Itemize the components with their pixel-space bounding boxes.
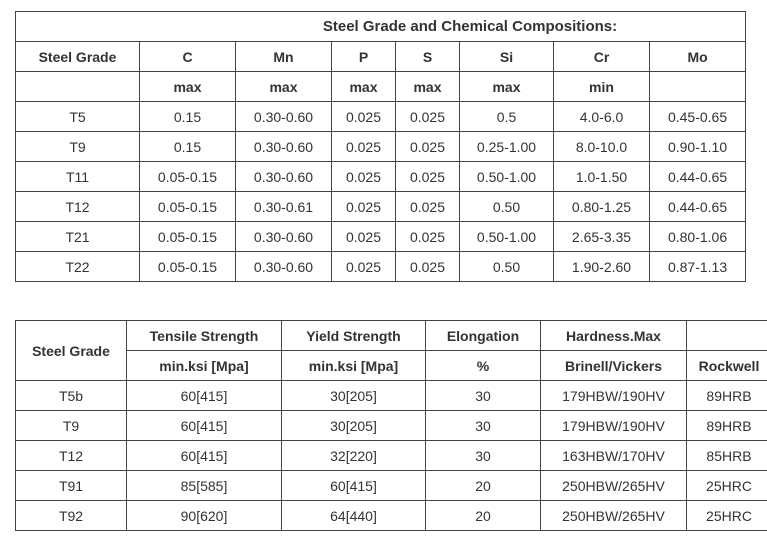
grade-cell: T9 [16, 132, 140, 162]
value-cell: 0.025 [332, 102, 396, 132]
value-cell: 0.30-0.60 [236, 162, 332, 192]
element-header: Si [460, 42, 554, 72]
brinell-cell: 250HBW/265HV [541, 471, 687, 501]
grade-cell: T11 [16, 162, 140, 192]
tensile-cell: 60[415] [127, 441, 282, 471]
value-cell: 0.87-1.13 [650, 252, 746, 282]
value-cell: 4.0-6.0 [554, 102, 650, 132]
value-cell: 1.90-2.60 [554, 252, 650, 282]
limit-label: max [332, 72, 396, 102]
rockwell-cell: 85HRB [687, 441, 767, 471]
value-cell: 0.025 [332, 252, 396, 282]
tensile-header: Tensile Strength [127, 321, 282, 351]
table-row [16, 162, 746, 192]
element-header: P [332, 42, 396, 72]
grade-header: Steel Grade [16, 42, 140, 72]
table-row [16, 222, 746, 252]
table-row [16, 102, 746, 132]
table-row [16, 501, 767, 531]
caption-row [16, 12, 746, 42]
yield-cell: 30[205] [282, 381, 426, 411]
value-cell: 0.025 [396, 132, 460, 162]
grade-cell: T92 [16, 501, 127, 531]
grade-cell: T12 [16, 192, 140, 222]
value-cell: 0.025 [332, 192, 396, 222]
table-row [16, 471, 767, 501]
value-cell: 0.90-1.10 [650, 132, 746, 162]
mech-header-row [16, 321, 767, 351]
value-cell: 0.30-0.60 [236, 102, 332, 132]
elongation-cell: 20 [426, 471, 541, 501]
chemical-composition-table [15, 11, 746, 282]
rockwell-unit: Rockwell [687, 351, 767, 381]
value-cell: 0.025 [332, 132, 396, 162]
limit-label [650, 72, 746, 102]
value-cell: 0.44-0.65 [650, 162, 746, 192]
tensile-cell: 85[585] [127, 471, 282, 501]
value-cell: 0.50-1.00 [460, 162, 554, 192]
tensile-unit: min.ksi [Mpa] [127, 351, 282, 381]
grade-cell: T21 [16, 222, 140, 252]
brinell-cell: 179HBW/190HV [541, 381, 687, 411]
value-cell: 0.025 [396, 222, 460, 252]
yield-header: Yield Strength [282, 321, 426, 351]
value-cell: 0.30-0.60 [236, 222, 332, 252]
value-cell: 0.05-0.15 [140, 252, 236, 282]
table-row [16, 411, 767, 441]
yield-cell: 60[415] [282, 471, 426, 501]
value-cell: 1.0-1.50 [554, 162, 650, 192]
yield-cell: 32[220] [282, 441, 426, 471]
element-header: Mn [236, 42, 332, 72]
value-cell: 0.80-1.06 [650, 222, 746, 252]
value-cell: 0.025 [396, 102, 460, 132]
mech-unit-row [16, 351, 767, 381]
limit-label: max [460, 72, 554, 102]
grade-cell: T5b [16, 381, 127, 411]
value-cell: 0.50-1.00 [460, 222, 554, 252]
grade-cell: T12 [16, 441, 127, 471]
brinell-cell: 250HBW/265HV [541, 501, 687, 531]
value-cell: 0.30-0.61 [236, 192, 332, 222]
value-cell: 0.025 [396, 252, 460, 282]
mechanical-properties-table [15, 320, 767, 531]
tensile-cell: 60[415] [127, 411, 282, 441]
value-cell: 8.0-10.0 [554, 132, 650, 162]
rockwell-cell: 25HRC [687, 501, 767, 531]
limit-label: max [396, 72, 460, 102]
limit-label: max [140, 72, 236, 102]
value-cell: 0.25-1.00 [460, 132, 554, 162]
value-cell: 0.15 [140, 102, 236, 132]
elongation-cell: 30 [426, 381, 541, 411]
mechanical-rows [16, 381, 767, 531]
value-cell: 0.025 [396, 162, 460, 192]
empty-cell [687, 321, 767, 351]
elongation-cell: 20 [426, 501, 541, 531]
elongation-cell: 30 [426, 411, 541, 441]
value-cell: 0.80-1.25 [554, 192, 650, 222]
element-header: Mo [650, 42, 746, 72]
brinell-cell: 163HBW/170HV [541, 441, 687, 471]
rockwell-cell: 25HRC [687, 471, 767, 501]
value-cell: 0.44-0.65 [650, 192, 746, 222]
grade-cell: T22 [16, 252, 140, 282]
tensile-cell: 90[620] [127, 501, 282, 531]
value-cell: 0.50 [460, 252, 554, 282]
value-cell: 0.025 [332, 162, 396, 192]
composition-rows [16, 102, 746, 282]
grade-cell: T9 [16, 411, 127, 441]
tensile-cell: 60[415] [127, 381, 282, 411]
yield-unit: min.ksi [Mpa] [282, 351, 426, 381]
limit-label: min [554, 72, 650, 102]
value-cell: 0.50 [460, 192, 554, 222]
limit-row [16, 72, 746, 102]
element-header: C [140, 42, 236, 72]
value-cell: 0.30-0.60 [236, 252, 332, 282]
value-cell: 0.05-0.15 [140, 222, 236, 252]
value-cell: 0.30-0.60 [236, 132, 332, 162]
element-header: S [396, 42, 460, 72]
grade-header: Steel Grade [16, 321, 127, 381]
value-cell: 0.15 [140, 132, 236, 162]
rockwell-cell: 89HRB [687, 411, 767, 441]
elongation-unit: % [426, 351, 541, 381]
value-cell: 0.45-0.65 [650, 102, 746, 132]
value-cell: 0.05-0.15 [140, 162, 236, 192]
element-header: Cr [554, 42, 650, 72]
elongation-header: Elongation [426, 321, 541, 351]
brinell-unit: Brinell/Vickers [541, 351, 687, 381]
element-header-row [16, 42, 746, 72]
table-row [16, 441, 767, 471]
value-cell: 0.5 [460, 102, 554, 132]
table-row [16, 252, 746, 282]
brinell-cell: 179HBW/190HV [541, 411, 687, 441]
grade-cell: T91 [16, 471, 127, 501]
limit-label: max [236, 72, 332, 102]
grade-cell: T5 [16, 102, 140, 132]
value-cell: 2.65-3.35 [554, 222, 650, 252]
table-row [16, 132, 746, 162]
table-row [16, 381, 767, 411]
table-caption: Steel Grade and Chemical Compositions: [16, 12, 746, 42]
yield-cell: 64[440] [282, 501, 426, 531]
rockwell-cell: 89HRB [687, 381, 767, 411]
value-cell: 0.05-0.15 [140, 192, 236, 222]
value-cell: 0.025 [396, 192, 460, 222]
value-cell: 0.025 [332, 222, 396, 252]
empty-cell [16, 72, 140, 102]
hardness-header: Hardness.Max [541, 321, 687, 351]
yield-cell: 30[205] [282, 411, 426, 441]
elongation-cell: 30 [426, 441, 541, 471]
table-row [16, 192, 746, 222]
